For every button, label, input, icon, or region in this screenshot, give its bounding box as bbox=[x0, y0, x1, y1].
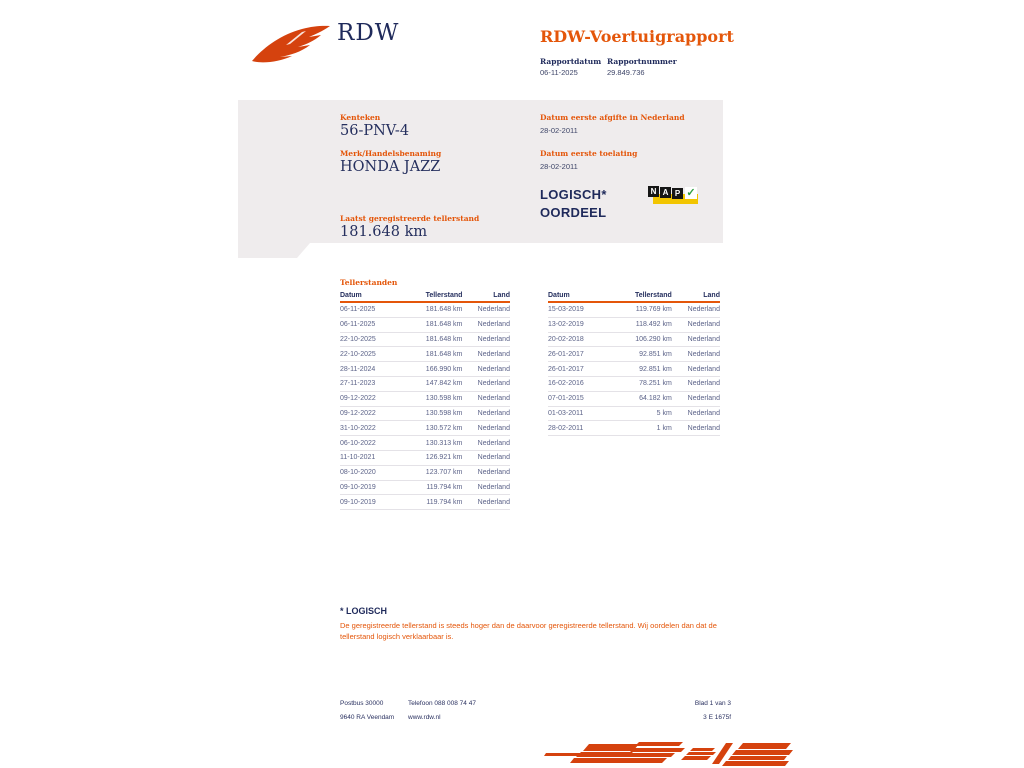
land-cell: Nederland bbox=[477, 469, 510, 477]
toelating-label: Datum eerste toelating bbox=[540, 149, 638, 158]
land-cell: Nederland bbox=[477, 454, 510, 462]
nap-letter-n: N bbox=[648, 186, 659, 197]
kenteken-value: 56-PNV-4 bbox=[340, 123, 410, 139]
footer-phone: Telefoon 088 008 74 47 bbox=[408, 700, 476, 707]
col-datum: Datum bbox=[548, 292, 570, 299]
report-date-value: 06-11-2025 bbox=[540, 68, 578, 77]
tellerstanden-table-left bbox=[340, 290, 510, 510]
datum-cell: 26-01-2017 bbox=[548, 350, 584, 358]
land-cell: Nederland bbox=[477, 424, 510, 432]
nap-check-icon: ✓ bbox=[686, 187, 696, 199]
nap-logo bbox=[648, 186, 700, 205]
afgifte-value: 28-02-2011 bbox=[540, 126, 578, 135]
oordeel-line2: OORDEEL bbox=[540, 205, 607, 220]
tellerstanden-table-right bbox=[548, 290, 720, 436]
footer-address1: Postbus 30000 bbox=[340, 700, 384, 707]
tables-title: Tellerstanden bbox=[340, 278, 398, 287]
datum-cell: 01-03-2011 bbox=[548, 409, 584, 417]
land-cell: Nederland bbox=[687, 365, 720, 373]
datum-cell: 27-11-2023 bbox=[340, 380, 376, 388]
table-row bbox=[340, 436, 510, 451]
tellerstand-cell: 92.851 km bbox=[639, 350, 672, 358]
col-tellerstand: Tellerstand bbox=[635, 292, 672, 299]
table-row bbox=[340, 362, 510, 377]
datum-cell: 28-02-2011 bbox=[548, 424, 584, 432]
tellerstand-cell: 166.990 km bbox=[425, 365, 463, 373]
datum-cell: 28-11-2024 bbox=[340, 365, 376, 373]
tellerstand-value: 181.648 km bbox=[340, 224, 428, 240]
footnote-title: * LOGISCH bbox=[340, 606, 388, 616]
footer-page-number: Blad 1 van 3 bbox=[694, 700, 731, 707]
land-cell: Nederland bbox=[477, 439, 510, 447]
land-cell: Nederland bbox=[477, 321, 510, 329]
afgifte-label: Datum eerste afgifte in Nederland bbox=[540, 113, 685, 122]
tellerstand-cell: 119.769 km bbox=[635, 306, 672, 314]
datum-cell: 13-02-2019 bbox=[548, 321, 584, 329]
report-title: RDW-Voertuigrapport bbox=[540, 27, 734, 46]
footer-website[interactable]: www.rdw.nl bbox=[408, 714, 441, 721]
footer-address2: 9640 RA Veendam bbox=[340, 714, 395, 721]
tellerstand-cell: 147.842 km bbox=[425, 380, 463, 388]
datum-cell: 09-12-2022 bbox=[340, 409, 376, 417]
table-row bbox=[340, 407, 510, 422]
land-cell: Nederland bbox=[687, 350, 720, 358]
land-cell: Nederland bbox=[477, 483, 510, 491]
col-datum: Datum bbox=[340, 292, 362, 299]
table-row bbox=[548, 392, 720, 407]
datum-cell: 06-11-2025 bbox=[340, 306, 376, 314]
tellerstand-cell: 181.648 km bbox=[425, 306, 463, 314]
datum-cell: 09-10-2019 bbox=[340, 483, 376, 491]
table-row bbox=[340, 392, 510, 407]
datum-cell: 06-11-2025 bbox=[340, 321, 376, 329]
tellerstand-cell: 5 km bbox=[656, 409, 672, 417]
kenteken-label: Kenteken bbox=[340, 113, 381, 122]
tellerstand-cell: 106.290 km bbox=[635, 335, 672, 343]
tellerstand-cell: 78.251 km bbox=[639, 380, 672, 388]
oordeel-line1: LOGISCH* bbox=[540, 187, 607, 202]
table-body bbox=[548, 303, 720, 436]
tellerstand-cell: 130.313 km bbox=[425, 439, 463, 447]
datum-cell: 11-10-2021 bbox=[340, 454, 376, 462]
rdw-wordmark: RDW bbox=[337, 20, 400, 46]
tellerstand-cell: 130.598 km bbox=[425, 409, 463, 417]
tellerstand-label: Laatst geregistreerde tellerstand bbox=[340, 214, 480, 223]
report-date-label: Rapportdatum bbox=[540, 57, 602, 66]
table-row bbox=[548, 362, 720, 377]
datum-cell: 31-10-2022 bbox=[340, 424, 376, 432]
nap-letter-p: P bbox=[672, 188, 683, 199]
table-row bbox=[548, 318, 720, 333]
land-cell: Nederland bbox=[477, 306, 510, 314]
table-row bbox=[548, 421, 720, 436]
tellerstand-cell: 181.648 km bbox=[425, 321, 463, 329]
report-number-value: 29.849.736 bbox=[607, 68, 645, 77]
nap-letter-a: A bbox=[660, 187, 671, 198]
tellerstand-cell: 118.492 km bbox=[635, 321, 672, 329]
land-cell: Nederland bbox=[477, 409, 510, 417]
tellerstand-cell: 123.707 km bbox=[425, 469, 463, 477]
land-cell: Nederland bbox=[477, 365, 510, 373]
datum-cell: 22-10-2025 bbox=[340, 335, 376, 343]
tellerstand-cell: 64.182 km bbox=[639, 395, 672, 403]
tellerstand-cell: 92.851 km bbox=[639, 365, 672, 373]
toelating-value: 28-02-2011 bbox=[540, 162, 578, 171]
col-land: Land bbox=[493, 292, 510, 299]
table-row bbox=[340, 466, 510, 481]
land-cell: Nederland bbox=[687, 395, 720, 403]
rdw-logo-feather-icon bbox=[250, 24, 334, 64]
land-cell: Nederland bbox=[477, 380, 510, 388]
tellerstand-cell: 119.794 km bbox=[426, 483, 463, 491]
land-cell: Nederland bbox=[687, 306, 720, 314]
tellerstand-cell: 119.794 km bbox=[426, 498, 463, 506]
datum-cell: 06-10-2022 bbox=[340, 439, 376, 447]
tellerstand-cell: 181.648 km bbox=[425, 350, 463, 358]
merk-label: Merk/Handelsbenaming bbox=[340, 149, 442, 158]
table-row bbox=[548, 377, 720, 392]
land-cell: Nederland bbox=[477, 395, 510, 403]
table-row bbox=[340, 377, 510, 392]
tellerstand-cell: 181.648 km bbox=[425, 335, 463, 343]
land-cell: Nederland bbox=[687, 321, 720, 329]
datum-cell: 08-10-2020 bbox=[340, 469, 376, 477]
table-row bbox=[340, 451, 510, 466]
table-row bbox=[340, 495, 510, 510]
footer-form-code: 3 E 1675f bbox=[703, 714, 731, 721]
land-cell: Nederland bbox=[687, 409, 720, 417]
table-row bbox=[340, 333, 510, 348]
table-row bbox=[340, 347, 510, 362]
footnote-body: De geregistreerde tellerstand is steeds hoger dan de daarvoor geregistreerde tellerstand. Wij oordelen dan dat de tellerstand logisch verklaarbaar is. bbox=[340, 621, 717, 641]
datum-cell: 09-10-2019 bbox=[340, 498, 376, 506]
datum-cell: 26-01-2017 bbox=[548, 365, 584, 373]
land-cell: Nederland bbox=[687, 380, 720, 388]
rdw-wing-graphic bbox=[543, 740, 793, 768]
table-row bbox=[340, 421, 510, 436]
col-tellerstand: Tellerstand bbox=[425, 292, 463, 299]
datum-cell: 09-12-2022 bbox=[340, 395, 376, 403]
table-row bbox=[548, 407, 720, 422]
table-header bbox=[340, 290, 510, 303]
oordeel-text bbox=[540, 186, 607, 222]
land-cell: Nederland bbox=[477, 350, 510, 358]
table-row bbox=[340, 481, 510, 496]
datum-cell: 15-03-2019 bbox=[548, 306, 584, 314]
report-number-label: Rapportnummer bbox=[607, 57, 677, 66]
col-land: Land bbox=[703, 292, 720, 299]
tellerstand-cell: 1 km bbox=[656, 424, 672, 432]
tellerstand-cell: 130.572 km bbox=[425, 424, 463, 432]
datum-cell: 20-02-2018 bbox=[548, 335, 584, 343]
vehicle-card-tab bbox=[238, 243, 310, 258]
table-row bbox=[340, 318, 510, 333]
table-row bbox=[548, 347, 720, 362]
table-header bbox=[548, 290, 720, 303]
tellerstand-cell: 126.921 km bbox=[425, 454, 463, 462]
land-cell: Nederland bbox=[477, 335, 510, 343]
tellerstand-cell: 130.598 km bbox=[425, 395, 463, 403]
datum-cell: 22-10-2025 bbox=[340, 350, 376, 358]
table-row bbox=[340, 303, 510, 318]
table-row bbox=[548, 303, 720, 318]
datum-cell: 07-01-2015 bbox=[548, 395, 584, 403]
table-body bbox=[340, 303, 510, 510]
merk-value: HONDA JAZZ bbox=[340, 159, 441, 175]
land-cell: Nederland bbox=[477, 498, 510, 506]
datum-cell: 16-02-2016 bbox=[548, 380, 584, 388]
land-cell: Nederland bbox=[687, 424, 720, 432]
land-cell: Nederland bbox=[687, 335, 720, 343]
table-row bbox=[548, 333, 720, 348]
